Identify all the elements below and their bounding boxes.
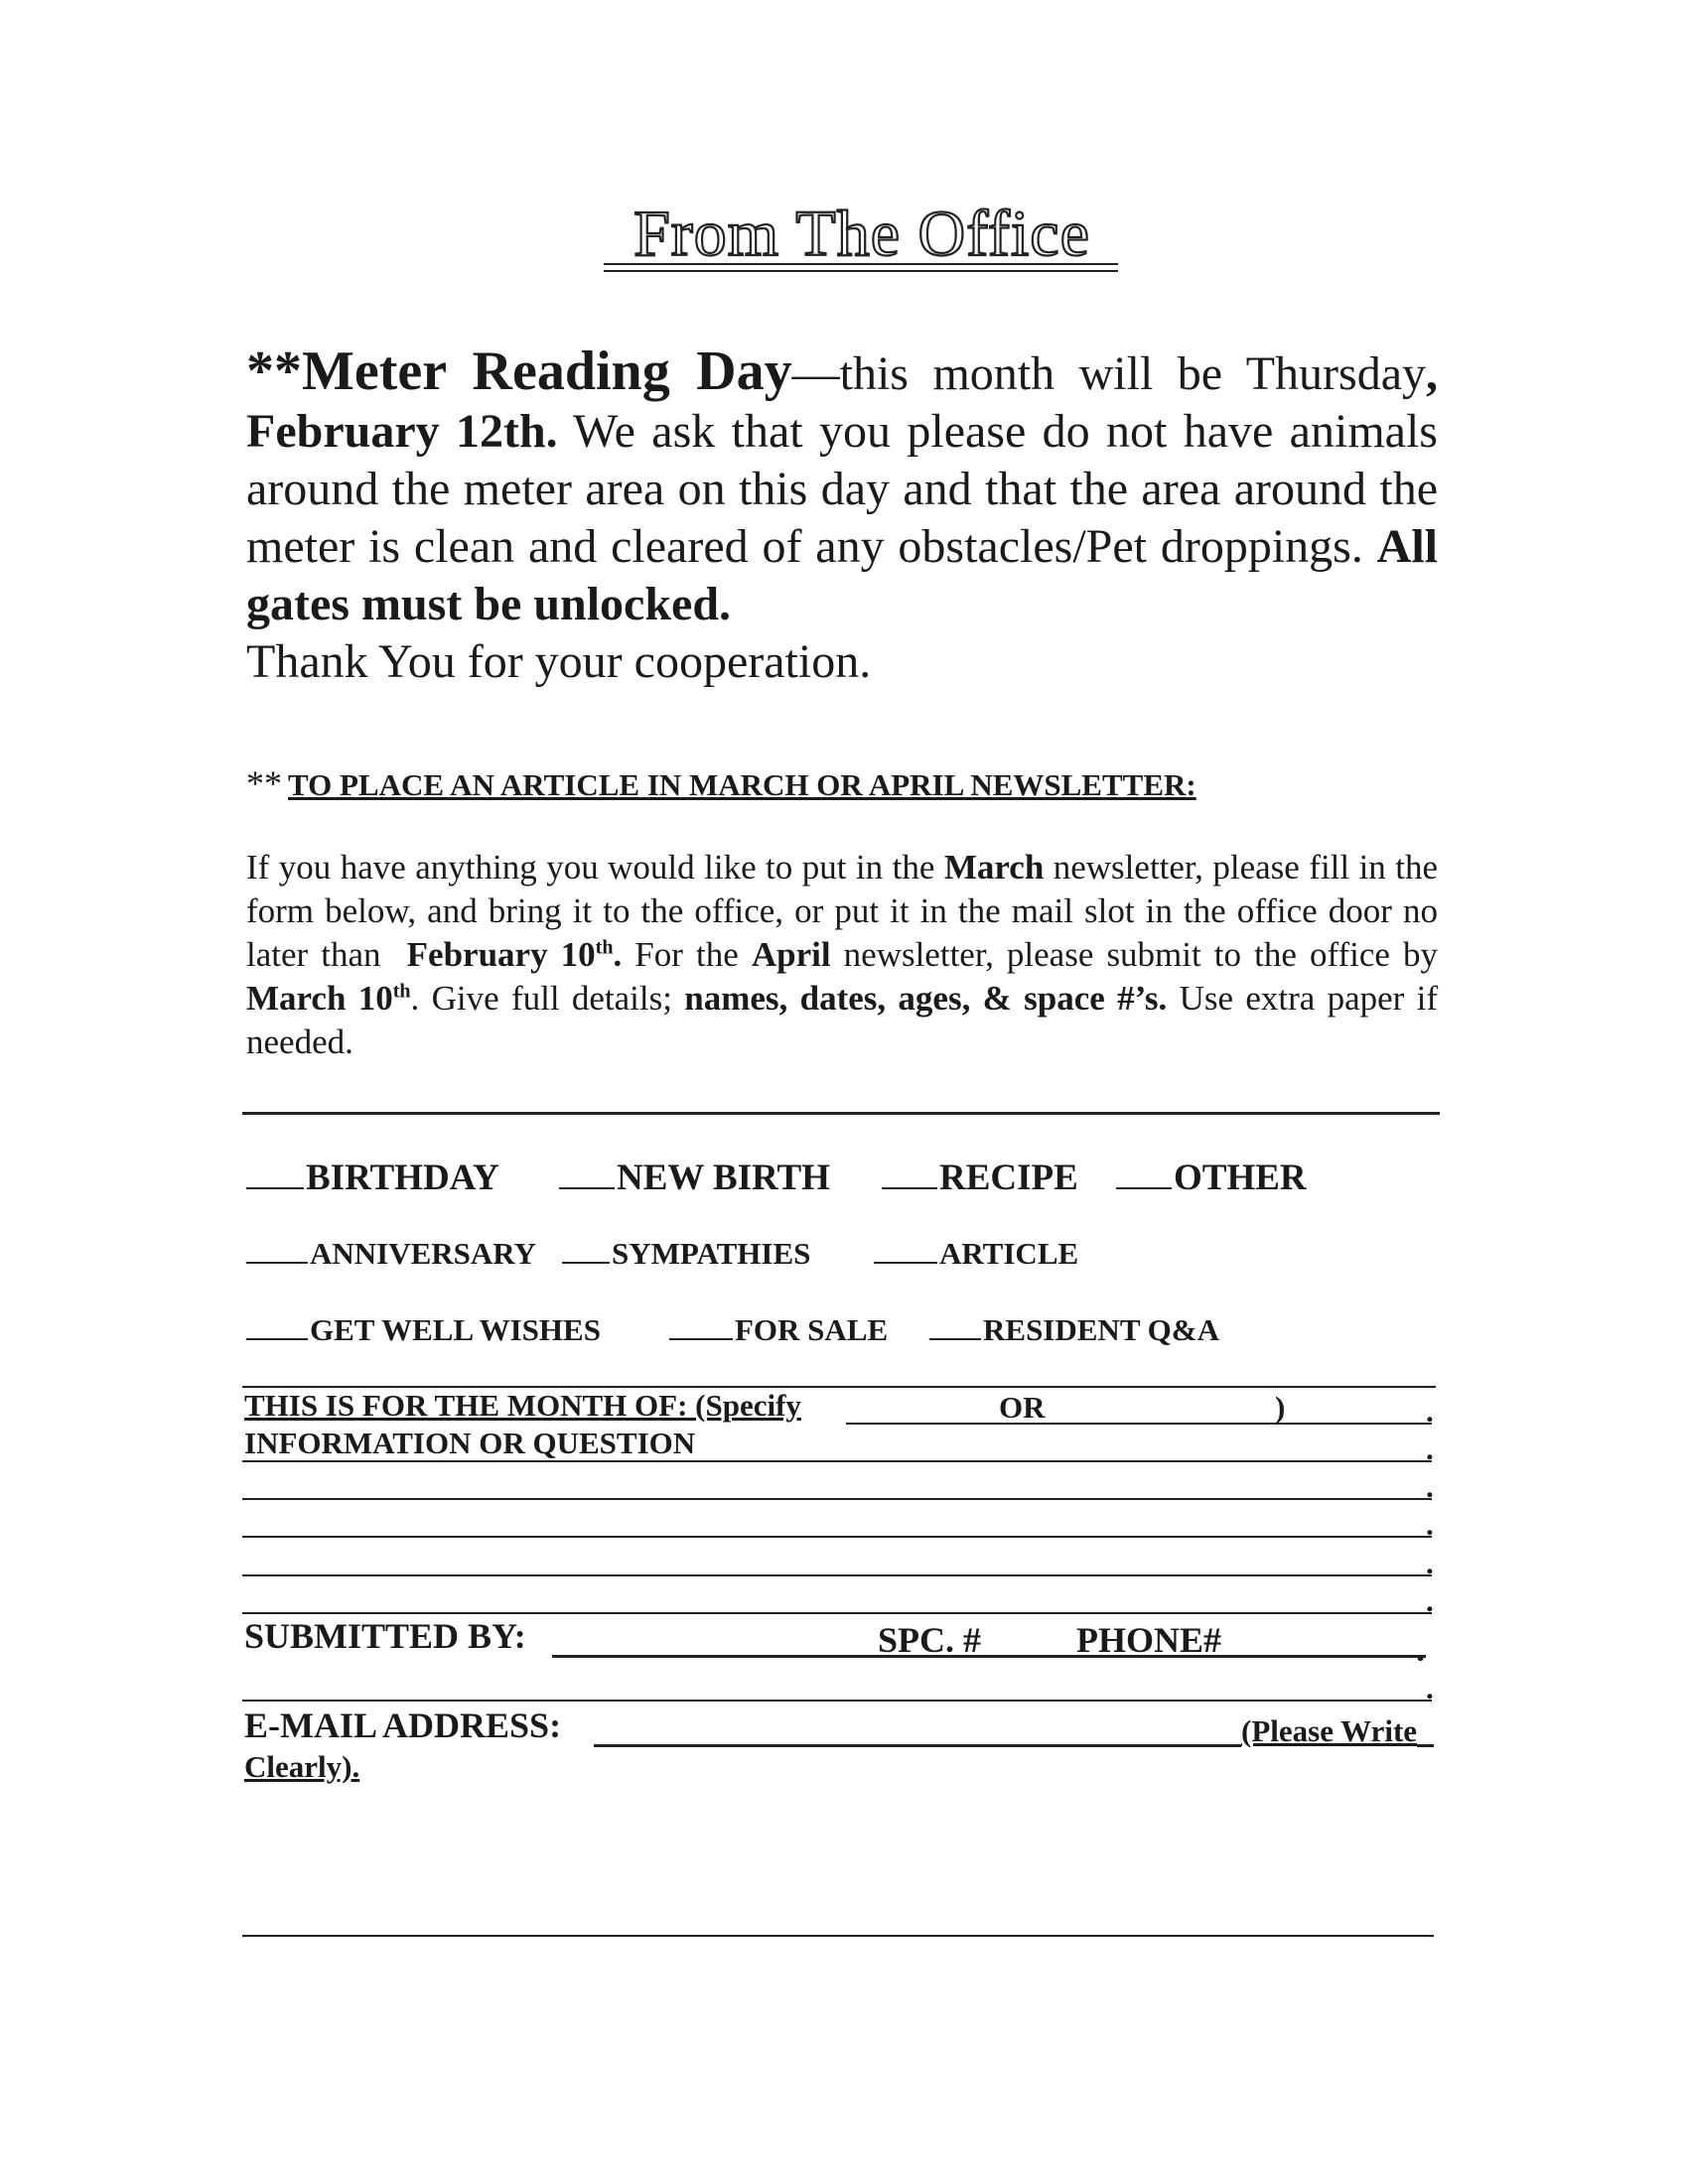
checkbox-new-birth-label: NEW BIRTH	[617, 1158, 830, 1198]
checkbox-recipe-label: RECIPE	[939, 1158, 1078, 1198]
article-heading-text: TO PLACE AN ARTICLE IN MARCH OR APRIL NEWSLETTER:	[288, 767, 1196, 802]
checkbox-other[interactable]	[1116, 1157, 1307, 1199]
month-label: THIS IS FOR THE MONTH OF: (Specify	[244, 1388, 801, 1423]
meter-heading: **Meter Reading Day	[246, 341, 792, 402]
submitted-extra-line-dot: .	[1426, 1671, 1434, 1706]
checkbox-birthday[interactable]	[246, 1157, 499, 1199]
meter-reading-notice	[246, 342, 1438, 691]
info-text-6: Use extra paper if needed.	[246, 979, 1439, 1061]
month-input-line[interactable]	[846, 1423, 1432, 1425]
info-line-4-dot: .	[1426, 1546, 1434, 1580]
newsletter-instructions	[246, 846, 1438, 1064]
checkbox-sympathies[interactable]	[562, 1236, 810, 1272]
info-line-1[interactable]	[242, 1460, 1432, 1462]
meter-date: February 12th.	[246, 405, 558, 458]
meter-thanks: Thank You for your cooperation.	[246, 635, 872, 688]
submitted-by-input-line[interactable]	[552, 1655, 1426, 1658]
checkbox-resident-qa[interactable]	[929, 1312, 1219, 1348]
info-text-2: newsletter, please fill in the form below, and bring it to the office, or put it in the mail slot in the office door no later than	[246, 848, 1439, 974]
checkbox-other-label: OTHER	[1174, 1158, 1307, 1198]
submitted-extra-line[interactable]	[242, 1700, 1432, 1702]
checkbox-article[interactable]	[874, 1236, 1078, 1272]
section-divider	[242, 1112, 1440, 1115]
info-line-2-dot: .	[1426, 1469, 1434, 1504]
meter-comma: ,	[1426, 347, 1438, 400]
info-question-label: INFORMATION OR QUESTION	[244, 1426, 696, 1460]
please-write-note: (Please Write	[1241, 1713, 1418, 1748]
clearly-note: Clearly).	[244, 1749, 360, 1784]
info-line-4[interactable]	[242, 1574, 1432, 1576]
meter-gates: All gates must be unlocked.	[246, 520, 1439, 630]
checkbox-recipe[interactable]	[882, 1157, 1078, 1199]
info-line-3-dot: .	[1426, 1507, 1434, 1542]
month-close-paren: )	[1275, 1390, 1286, 1425]
info-line-2[interactable]	[242, 1498, 1432, 1500]
checkbox-anniversary[interactable]	[246, 1236, 536, 1272]
info-april: April	[751, 935, 831, 974]
article-heading	[246, 762, 1196, 804]
info-line-5[interactable]	[242, 1612, 1432, 1614]
meter-text-1: this month will be Thursday	[839, 347, 1426, 400]
info-details: names, dates, ages, & space #’s.	[684, 979, 1168, 1018]
meter-dash: —	[791, 347, 840, 400]
phone-label: PHONE#	[1076, 1620, 1222, 1660]
info-line-5-dot: .	[1426, 1583, 1434, 1618]
meter-text-2: We ask that you please do not have animals around the meter area on this day and that the area around the meter is clean and cleared of any obstacles/Pet droppings.	[246, 405, 1438, 573]
info-feb10: February 10th.	[406, 935, 623, 974]
email-label: E-MAIL ADDRESS:	[244, 1706, 562, 1745]
submitted-by-label: SUBMITTED BY:	[244, 1616, 526, 1656]
checkbox-anniversary-label: ANNIVERSARY	[310, 1236, 536, 1271]
info-text-1: If you have anything you would like to put in the	[246, 848, 935, 887]
month-line-dot: .	[1426, 1394, 1434, 1429]
info-march: March	[943, 848, 1045, 887]
info-mar10: March 10th	[246, 979, 411, 1018]
submitted-line-dot: .	[1416, 1629, 1425, 1669]
checkbox-birthday-label: BIRTHDAY	[306, 1158, 499, 1198]
checkbox-sympathies-label: SYMPATHIES	[612, 1236, 811, 1271]
info-text-3: For the	[634, 935, 739, 974]
info-text-5: . Give full details;	[410, 979, 672, 1018]
info-line-1-dot: .	[1426, 1432, 1434, 1466]
checkbox-get-well-wishes[interactable]	[246, 1312, 601, 1348]
bottom-rule	[242, 1935, 1434, 1937]
checkbox-resident-qa-label: RESIDENT Q&A	[983, 1312, 1220, 1347]
title-underline-second	[604, 270, 1118, 272]
checkbox-for-sale[interactable]	[669, 1312, 888, 1348]
month-or-label: OR	[999, 1390, 1046, 1425]
checkbox-for-sale-label: FOR SALE	[735, 1312, 889, 1347]
info-line-3[interactable]	[242, 1536, 1432, 1538]
title-underline	[604, 263, 1118, 265]
checkbox-article-label: ARTICLE	[939, 1236, 1079, 1271]
info-text-4: newsletter, please submit to the office by	[843, 935, 1438, 974]
checkbox-new-birth[interactable]	[559, 1157, 830, 1199]
checkbox-get-well-label: GET WELL WISHES	[310, 1312, 601, 1347]
space-number-label: SPC. #	[878, 1620, 982, 1660]
article-heading-stars: **	[246, 763, 282, 803]
page-title: From The Office	[633, 198, 1090, 270]
